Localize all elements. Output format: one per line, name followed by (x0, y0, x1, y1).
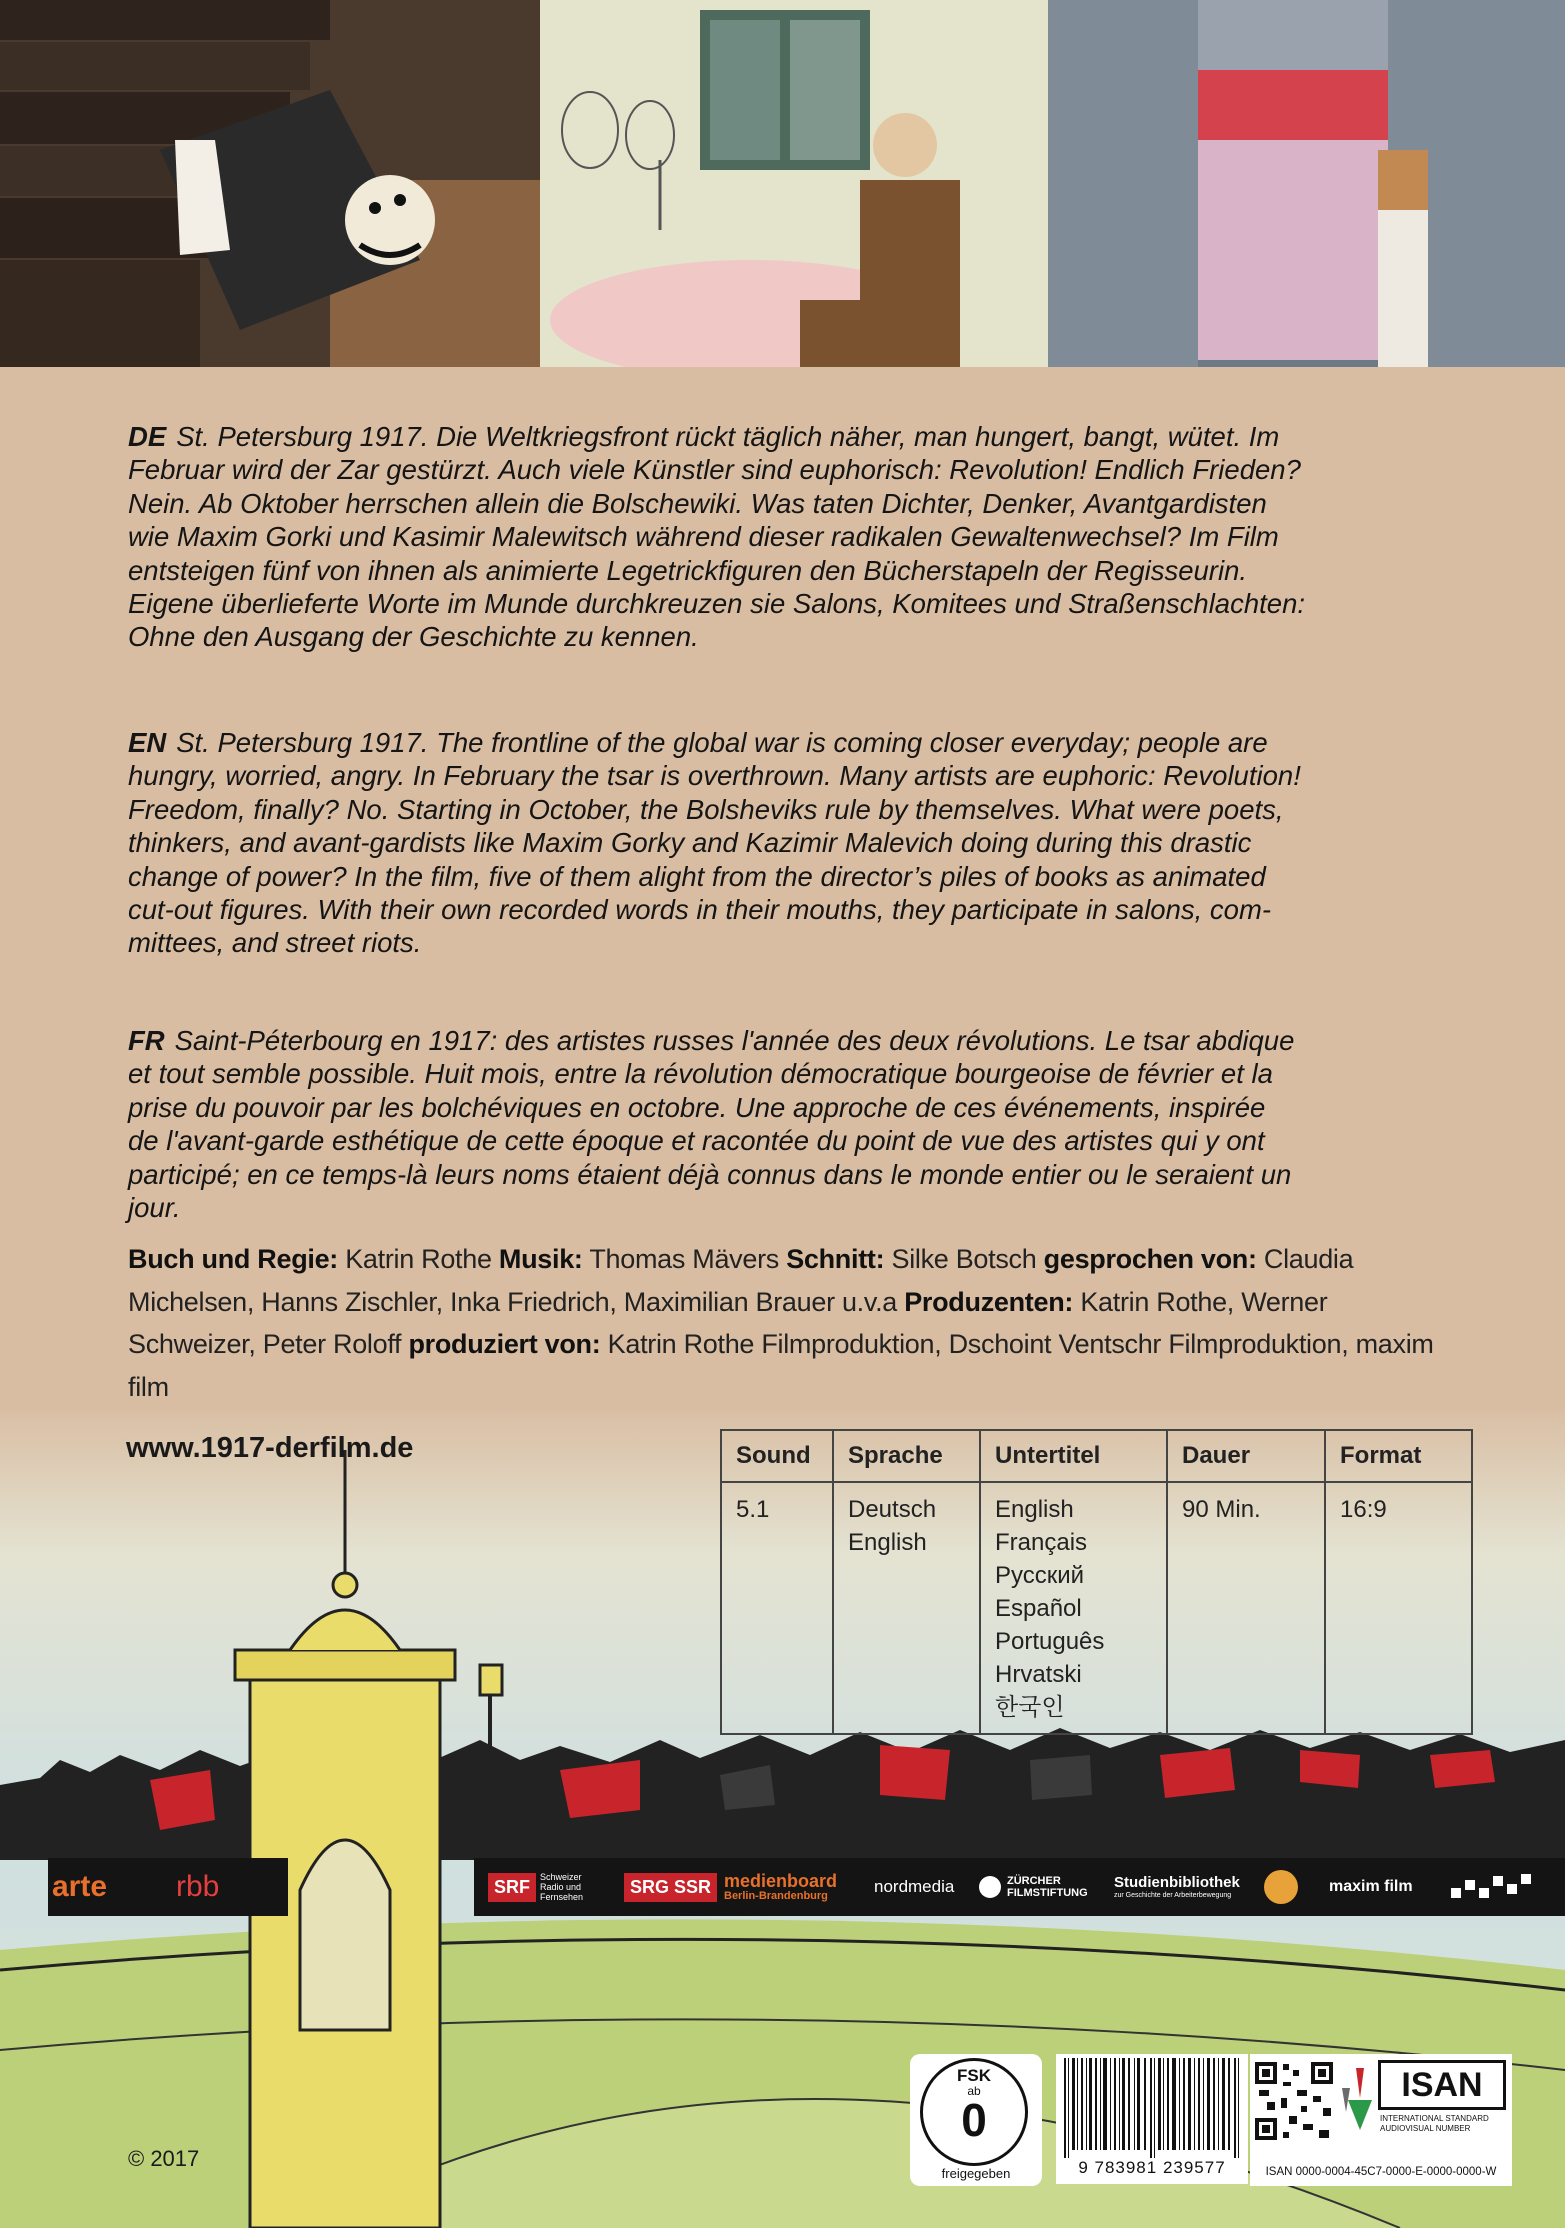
still-writer-illustration (540, 0, 1048, 367)
credit-label: Schnitt: (786, 1244, 885, 1274)
studienbibliothek-logo (1114, 1858, 1240, 1916)
still-window (1048, 0, 1565, 367)
synopsis-line: entsteigen fünf von ihnen als animierte Legetrickfiguren den Bücherstapeln der Regisseurin. (128, 554, 1248, 586)
srgssr-logo (624, 1858, 717, 1916)
maxim-film-logo: maxim film (1329, 1878, 1413, 1895)
spec-subtitles (980, 1482, 1167, 1734)
credit-value: Silke Botsch (891, 1244, 1037, 1274)
medienboard-logo-subtitle: Berlin-Brandenburg (724, 1890, 828, 1902)
synopsis-de (128, 420, 1305, 654)
synopsis-line: et tout semble possible. Huit mois, entre la révolution démocratique bourgeoise de février et la (128, 1058, 1273, 1090)
synopsis-line: Nein. Ab Oktober herrschen allein die Bolschewiki. Was taten Dichter, Denker, Avantgardisten (128, 487, 1267, 519)
spec-value: English (848, 1529, 927, 1556)
synopsis-line: de l'avant-garde esthétique de cette époque et racontée du point de vue des artistes qui y ont (128, 1125, 1265, 1157)
spec-value: Español (995, 1595, 1082, 1622)
nordmedia-logo: nordmedia (874, 1877, 955, 1896)
synopsis-line: Saint-Péterbourg en 1917: des artistes russes l'année des deux révolutions. Le tsar abdique (174, 1025, 1295, 1056)
synopsis-line: Februar wird der Zar gestürzt. Auch viele Künstler sind euphorisch: Revolution! Endlich Frieden? (128, 454, 1301, 486)
srgssr-logo-text: SRG SSR (624, 1873, 717, 1902)
fsk-label: freigegeben (941, 2166, 1011, 2181)
isan-number: ISAN 0000-0004-45C7-0000-E-0000-0000-W (1265, 2166, 1497, 2178)
karotoons-icon (1449, 1870, 1539, 1904)
fsk-rating-badge (910, 2054, 1042, 2186)
spec-sound (722, 1482, 833, 1734)
spec-header-duration: Dauer (1167, 1431, 1325, 1482)
synopsis-line: change of power? In the film, five of them alight from the director’s piles of books as animated (128, 860, 1266, 892)
synopsis-line: mittees, and street riots. (128, 927, 422, 959)
still-books (0, 0, 540, 367)
isan-block (1250, 2054, 1512, 2186)
sponsor-logos-bar (0, 1858, 1565, 1916)
star-sponsor-icon (1264, 1870, 1298, 1904)
still-writer (540, 0, 1048, 367)
synopsis-line: participé; en ce temps-là leurs noms étaient déjà connus dans le monde entier ou le seraient un (128, 1158, 1292, 1190)
zfs-icon (979, 1876, 1001, 1898)
barcode-number: 9 783981 239577 (1078, 2158, 1226, 2177)
studienbibliothek-logo-text: Studienbibliothek (1114, 1873, 1240, 1891)
spec-value: 90 Min. (1182, 1496, 1261, 1523)
spec-format (1325, 1482, 1471, 1734)
specs-header-row (722, 1431, 1471, 1482)
still-window-illustration (1048, 0, 1565, 367)
spec-header-sound: Sound (722, 1431, 833, 1482)
barcode-bars (1056, 2054, 1248, 2158)
copyright-notice: © 2017 (128, 2146, 200, 2171)
synopsis-line: Eigene überlieferte Worte im Munde durchkreuzen sie Salons, Komitees und Straßenschlachten: (128, 588, 1306, 620)
film-stills-strip (0, 0, 1565, 367)
credit-value: Katrin Rothe, Werner Schweizer, Peter Roloff (128, 1286, 1328, 1359)
synopsis-line: jour. (128, 1192, 181, 1224)
rbb-logo: rbb (176, 1870, 220, 1903)
credit-value: Claudia Michelsen, Hanns Zischler, Inka Friedrich, Maximilian Brauer u.v.a (128, 1244, 1354, 1317)
spec-duration (1167, 1482, 1325, 1734)
spec-value: Hrvatski (995, 1661, 1082, 1688)
credit-label: Produzenten: (904, 1286, 1074, 1317)
synopsis-line: thinkers, and avant-gardists like Maxim Gorky and Kazimir Malevich doing during this drastic (128, 827, 1252, 859)
credit-value: Katrin Rothe Filmproduktion, Dschoint Ventschr Filmproduktion, maxim film (128, 1329, 1434, 1402)
spec-value: Français (995, 1529, 1088, 1556)
website-url[interactable]: www.1917-derfilm.de (126, 1432, 414, 1464)
lang-code-en: EN (128, 727, 167, 758)
spec-value: 한국인 (995, 1694, 1065, 1721)
fsk-age: 0 (961, 2094, 987, 2146)
credits-block (128, 1238, 1458, 1408)
fsk-agency: FSK (957, 2066, 991, 2085)
broadcaster-logos (48, 1858, 288, 1916)
specs-value-row (722, 1482, 1471, 1734)
synopsis-line: hungry, worried, angry. In February the tsar is overthrown. Many artists are euphoric: Revolution! (128, 760, 1301, 792)
credit-value: Thomas Mävers (589, 1244, 779, 1274)
spec-header-language: Sprache (833, 1431, 980, 1482)
barcode (1056, 2054, 1248, 2184)
studienbibliothek-logo-subtitle: zur Geschichte der Arbeiterbewegung (1114, 1891, 1232, 1899)
synopsis-line: Ohne den Ausgang der Geschichte zu kennen. (128, 621, 699, 653)
synopsis-en (128, 726, 1301, 960)
credit-label: Buch und Regie: (128, 1244, 338, 1274)
medienboard-logo-text: medienboard (724, 1871, 838, 1891)
lang-code-fr: FR (128, 1025, 165, 1056)
synopsis-line: St. Petersburg 1917. Die Weltkriegsfront rückt täglich näher, man hungert, bangt, wütet. Im (176, 421, 1280, 452)
fsk-ab: ab (967, 2084, 981, 2098)
medienboard-logo (724, 1858, 837, 1916)
spec-value: 16:9 (1340, 1496, 1387, 1523)
specs-table (720, 1429, 1473, 1735)
synopsis-line: wie Maxim Gorki und Kasimir Malewitsch während dieser radikalen Gewaltenwechsel? Im Film (128, 521, 1279, 553)
credit-label: produziert von: (408, 1329, 601, 1359)
spec-value: 5.1 (736, 1496, 770, 1523)
fsk-circle (920, 2058, 1028, 2166)
synopsis-line: Freedom, finally? No. Starting in October, the Bolsheviks rule by themselves. What were poets, (128, 793, 1284, 825)
spec-value: Deutsch (848, 1496, 937, 1523)
synopsis-line: prise du pouvoir par les bolchéviques en octobre. Une approche de ces événements, inspirée (128, 1091, 1266, 1123)
arte-logo: arte (52, 1870, 108, 1903)
karotoons-logo (1449, 1858, 1539, 1916)
isan-tagline: INTERNATIONAL STANDARD AUDIOVISUAL NUMBER (1380, 2114, 1489, 2133)
star-sponsor-logo (1264, 1858, 1298, 1916)
spec-value: English (995, 1496, 1074, 1523)
credit-label: Musik: (498, 1244, 583, 1274)
credit-value: Katrin Rothe (345, 1244, 492, 1274)
spec-header-subtitles: Untertitel (980, 1431, 1167, 1482)
spec-language (833, 1482, 980, 1734)
srf-logo-subtitle: Schweizer Radio und Fernsehen (540, 1872, 584, 1902)
isan-logo: ISAN (1378, 2060, 1506, 2110)
srf-logo (488, 1858, 600, 1916)
lang-code-de: DE (128, 421, 167, 452)
qr-code-icon (1253, 2060, 1335, 2142)
spec-value: Русский (995, 1562, 1085, 1589)
srf-logo-text: SRF (488, 1873, 536, 1902)
zurcher-filmstiftung-logo (979, 1858, 1089, 1916)
credit-label: gesprochen von: (1043, 1244, 1257, 1274)
still-books-illustration (0, 0, 540, 367)
synopsis-line: St. Petersburg 1917. The frontline of the global war is coming closer everyday; people are (176, 727, 1268, 758)
funder-logos (474, 1858, 1565, 1916)
zfs-logo-text: ZÜRCHER FILMSTIFTUNG (1007, 1875, 1088, 1899)
spec-header-format: Format (1325, 1431, 1471, 1482)
isan-mark-icon (1342, 2068, 1378, 2130)
synopsis-line: cut-out figures. With their own recorded words in their mouths, they participate in salons, com- (128, 894, 1272, 926)
synopsis-fr (128, 1024, 1294, 1224)
spec-value: Português (995, 1628, 1105, 1655)
